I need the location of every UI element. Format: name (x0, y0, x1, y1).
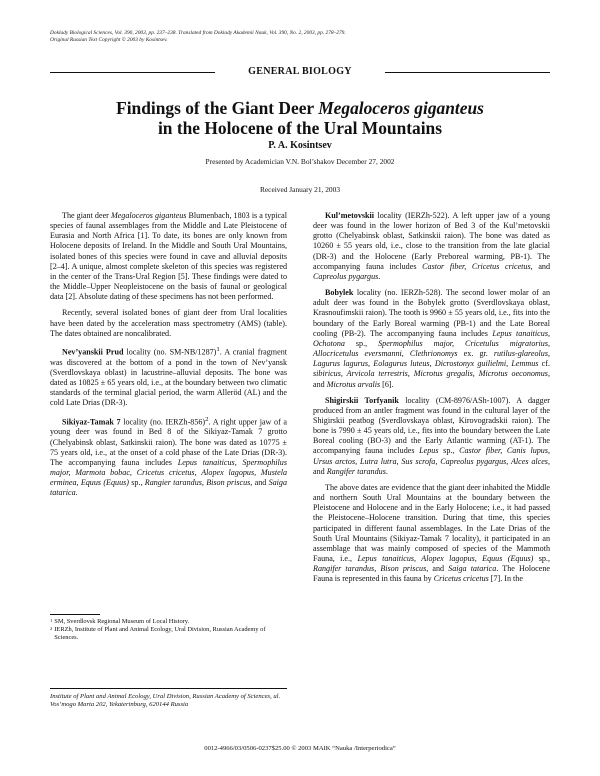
paragraph-bobylek: Bobylek locality (no. IERZh-528). The second lower molar of an adult deer was found in the Bobylek grotto (Sverdlovskaya oblast, Krasnoufimskii raion). The tooth is 9960 ± 55 years old, i.e., fits into the boundary of the Early Boreal warming (PB-1) and the Late Boreal cooling (PB-2). The accompanying fauna includes Lepus tanaiticus, Ochotona sp., Spermophilus major, Cricetulus migratorius, Allocricetulus eversmanni, Clethrionomys ex. gr. rutilus-glareolus, Lagurus lagurus, Eolagurus luteus, Dicrostonyx guilielmi, Lemmus cf. sibiricus, Arvicola terrestris, Microtus gregalis, Microtus oeconomus, and Microtus arvalis [6]. (313, 288, 550, 389)
left-column (50, 211, 287, 498)
paragraph-discussion: The above dates are evidence that the giant deer inhabited the Middle and northern South Ural Mountains at the boundary between the Pleistocene and Holocene and in the Early Holocene; i.e., it had passed the Pleistocene–Holocene transition. During that time, this species participated in different faunal assemblages. In the Late Drias of the South Ural Mountains (Sikiyaz-Tamak 7 locality), it participated in an assemblage that was mainly composed of species of the Mammoth Fauna, i.e., Lepus tanaiticus, Alopex lagopus, Equus (Equus) sp., Rangifer tarandus, Bison priscus, and Saiga tatarica. The Holocene Fauna is represented in this fauna by Cricetus cricetus [7]. In the (313, 482, 550, 584)
author-name: P. A. Kosintsev (268, 140, 332, 151)
title-species: Megaloceros giganteus (318, 98, 484, 118)
footnotes (50, 614, 287, 642)
footnote-rule (50, 614, 100, 615)
section-label: GENERAL BIOLOGY (248, 66, 352, 77)
paragraph-shigirskii: Shigirskii Torfyanik locality (CM-8976/ASh-1007). A dagger produced from an antler fragment was found in the cultural layer of the Shigirskii peatbog (Sverdlovskaya oblast, Kirovogradskii raion). The bone is 7990 ± 45 years old, i.e., fits into the boundary between the Late Boreal cooling (BO-3) and the Early Atlantic warming (AT-1). The accompanying fauna includes Lepus sp., Castor fiber, Canis lupus, Ursus arctos, Lutra lutra, Sus scrofa, Capreolus pygargus, Alces alces, and Rangifer tarandus. (313, 395, 551, 476)
section-heading (50, 66, 550, 80)
paragraph-kulmetovskii: Kul’metovskii locality (IERZh-522). A left upper jaw of a young deer was found in the lower horizon of Bed 3 of the Kul’metovskii grotto (Chelyabinsk oblast, Satkinskii raion). The bone was dated as 10260 ± 55 years old, i.e., close to the transition from the late glacial (DR-3) and the Holocene (Early Preboreal warming, PB-1). The accompanying fauna includes Castor fiber, Cricetus cricetus, and Capreolus pygargus. (313, 211, 551, 281)
footnote-ref-2: 2 (205, 415, 209, 423)
affiliation-block (50, 688, 287, 710)
affiliation-text: Institute of Plant and Animal Ecology, Ural Division, Russian Academy of Sciences, ul. Vos’mogo Marta 202, Yekaterinburg, 620144 Russia (50, 693, 281, 709)
received-date: Received January 21, 2003 (259, 185, 341, 194)
page-footer: 0012-4966/03/0506-0237$25.00 © 2003 MAIK “Nauka /Interperiodica” (204, 745, 396, 752)
section-rule-right (385, 72, 550, 73)
title-line2: in the Holocene of the Ural Mountains (157, 118, 443, 138)
footnote-2: 2 IERZh, Institute of Plant and Animal Ecology, Ural Division, Russian Academy of Sciences. (50, 626, 266, 641)
title-prefix: Findings of the Giant Deer (116, 98, 319, 118)
footnote-ref-1: 1 (216, 345, 220, 353)
affiliation-rule (50, 688, 287, 689)
journal-header (50, 30, 550, 44)
journal-citation: Doklady Biological Sciences, Vol. 390, 2003, pp. 237–238. Translated from Doklady Akademii Nauk, Vol. 390, No. 2, 2003, pp. 278–279. (50, 30, 346, 36)
footnote-1: 1 SM, Sverdlovsk Regional Museum of Local History. (50, 618, 190, 625)
copyright-line: Original Russian Text Copyright © 2003 by Kosintsev. (50, 37, 168, 44)
paragraph-intro: The giant deer Megaloceros giganteus Blumenbach, 1803 is a typical species of faunal assemblages from the Middle and Late Pleistocene of Eurasia and North Africa [1]. To date, its bones are only known from Holocene deposits of Ireland. In the Middle and South Ural Mountains, isolated bones of this species were found in cave and alluvial deposits [2–4]. A unique, almost complete skeleton of this species was registered in the center of the Trans-Ural Region [5]. These findings were dated to the Middle–Upper Neopleistocene on the basis of faunal or geological data [2]. Absolute dating of these specimens has not been performed. (50, 211, 287, 302)
right-column (313, 211, 550, 584)
paragraph-dating: Recently, several isolated bones of giant deer from Ural localities have been dated by the acceleration mass spectrometry (AMS) (table). The dates obtained are noncalibrated. (50, 308, 287, 338)
paragraph-nevyanskii: Nev’yanskii Prud locality (no. SM-NB/1287)$^1$. A cranial fragment was discovered at the bottom of a pond in the town of Nev’yansk (Sverdlovskaya oblast) in lacustrine–alluvial deposits. The bone was dated as 10825 ± 65 years old, i.e., at the boundary between two climatic standards of the terminal glacial period, the warm Alleröd (AL) and the cold Late Drias (DR-3). (50, 345, 287, 408)
article-title (60, 98, 540, 138)
paragraph-sikiyaz: Sikiyaz-Tamak 7 locality (no. IERZh-856)$^2$. A right upper jaw of a young deer was found in Bed 8 of the Sikiyaz-Tamak 7 grotto (Chelyabinsk oblast, Satkinskii raion). The bone was dated as 10775 ± 75 years old, i.e., at the onset of a cold phase of the Late Drias (DR-3). The accompanying fauna includes Lepus tanaiticus, Spermophilus major, Marmota bobac, Cricetus cricetus, Alopex lagopus, Mustela erminea, Equus (Equus) sp., Rangier tarandus, Bison priscus, and Saiga tatarica. (50, 415, 287, 498)
presented-line: Presented by Academician V.N. Bol’shakov December 27, 2002 (205, 157, 395, 166)
